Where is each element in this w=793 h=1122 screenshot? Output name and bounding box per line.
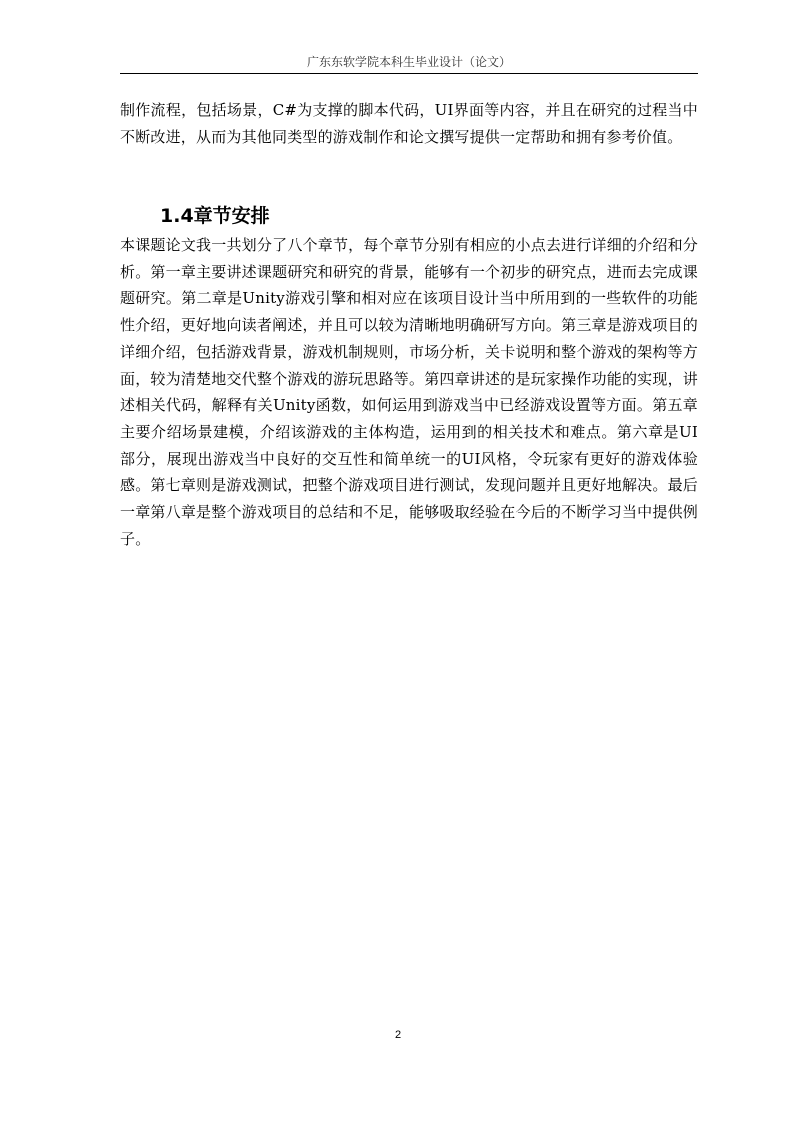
page-header: 广东东软学院本科生毕业设计（论文） (306, 55, 511, 69)
section-paragraph: 本课题论文我一共划分了八个章节，每个章节分别有相应的小点去进行详细的介绍和分析。第一章主要讲述课题研究和研究的背景，能够有一个初步的研究点，进而去完成课题研究。第二章是Unity游戏引擎和相对应在该项目设计当中所用到的一些软件的功能性介绍，更好地向读者阐述，并且可以较为清晰地明确研写方向。第三章是游戏项目的详细介绍，包括游戏背景，游戏机制规则，市场分析，关卡说明和整个游戏的架构等方面，较为清楚地交代整个游戏的游玩思路等。第四章讲述的是玩家操作功能的实现，讲述相关代码，解释有关Unity函数，如何运用到游戏当中已经游戏设置等方面。第五章主要介绍场景建模，介绍该游戏的主体构造，运用到的相关技术和难点。第六章是UI部分，展现出游戏当中良好的交互性和简单统一的UI风格，令玩家有更好的游戏体验感。第七章则是游戏测试，把整个游戏项目进行测试，发现问题并且更好地解决。最后一章第八章是整个游戏项目的总结和不足，能够吸取经验在今后的不断学习当中提供例子。 (120, 236, 698, 548)
header-rule (120, 73, 698, 74)
page-number: 2 (394, 1029, 402, 1041)
continued-paragraph: 制作流程，包括场景，C#为支撑的脚本代码，UI界面等内容，并且在研究的过程当中不断改进，从而为其他同类型的游戏制作和论文撰写提供一定帮助和拥有参考价值。 (120, 101, 698, 146)
section-heading: 1.4章节安排 (160, 205, 270, 227)
